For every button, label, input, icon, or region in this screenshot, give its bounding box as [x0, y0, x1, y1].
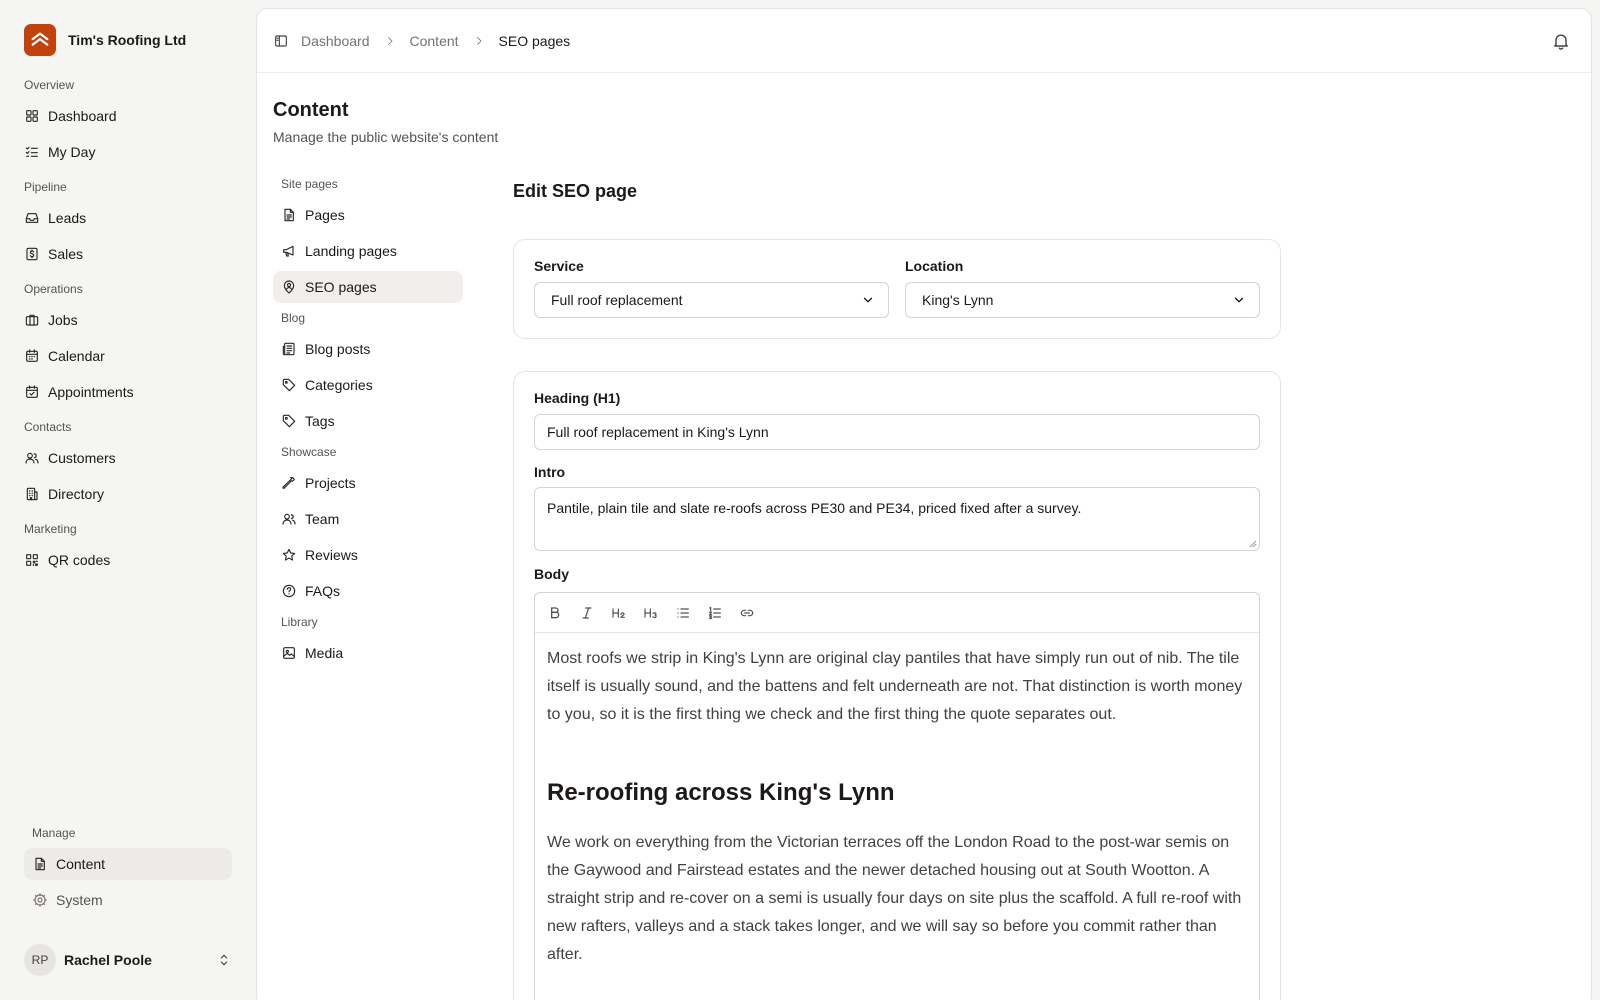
intro-text: Pantile, plain tile and slate re-roofs across PE30 and PE34, priced fixed after a survey.	[547, 500, 1082, 516]
heading-input[interactable]: Full roof replacement in King's Lynn	[534, 414, 1260, 450]
tag-icon	[281, 413, 297, 429]
subnav-item-label: FAQs	[305, 583, 341, 599]
subnav-item-blog-posts[interactable]	[273, 333, 463, 365]
sidebar-item-label: Calendar	[48, 348, 105, 364]
subnav-item-label: Media	[305, 645, 344, 661]
sidebar-item-system[interactable]	[24, 884, 232, 916]
chevron-down-icon	[860, 292, 876, 308]
nav-group-operations: Operations	[24, 282, 83, 296]
subnav-item-pages[interactable]	[273, 199, 463, 231]
subnav-item-faqs[interactable]	[273, 575, 463, 607]
sidebar-item-label: Appointments	[48, 384, 134, 400]
nav-group-overview: Overview	[24, 78, 75, 92]
body-editor	[534, 592, 1260, 1000]
chevron-down-icon	[1231, 292, 1247, 308]
body-label: Body	[534, 566, 569, 582]
subnav-item-landing-pages[interactable]	[273, 235, 463, 267]
subnav-item-categories[interactable]	[273, 369, 463, 401]
tag-icon	[281, 377, 297, 393]
nav-group-contacts: Contacts	[24, 420, 72, 434]
sidebar-item-label: Dashboard	[48, 108, 117, 124]
file-text-icon	[32, 856, 48, 872]
service-select[interactable]	[534, 282, 889, 318]
list-check-icon	[24, 144, 40, 160]
user-menu[interactable]	[24, 944, 232, 976]
wrench-icon	[281, 475, 297, 491]
inbox-icon	[24, 210, 40, 226]
intro-label: Intro	[534, 464, 566, 480]
italic-icon[interactable]	[579, 605, 595, 621]
sidebar-item-customers[interactable]	[24, 442, 232, 474]
service-label: Service	[534, 258, 584, 274]
file-icon	[281, 207, 297, 223]
sidebar-item-calendar[interactable]	[24, 340, 232, 372]
nav-group-pipeline: Pipeline	[24, 180, 67, 194]
sidebar	[0, 0, 256, 1000]
breadcrumb-current: SEO pages	[498, 32, 571, 49]
sidebar-toggle-icon[interactable]	[273, 33, 289, 49]
building-icon	[24, 486, 40, 502]
page-title: Content	[273, 99, 349, 121]
location-label: Location	[905, 258, 964, 274]
star-icon	[281, 547, 297, 563]
bold-icon[interactable]	[547, 605, 563, 621]
breadcrumb-dashboard[interactable]: Dashboard	[301, 32, 370, 49]
sidebar-item-leads[interactable]	[24, 202, 232, 234]
gear-icon	[32, 892, 48, 908]
subnav-item-reviews[interactable]	[273, 539, 463, 571]
users-icon	[281, 511, 297, 527]
subnav-item-label: Categories	[305, 377, 373, 393]
sidebar-item-dashboard[interactable]	[24, 100, 232, 132]
service-select-value: Full roof replacement	[551, 292, 683, 308]
nav-group-manage: Manage	[32, 826, 76, 840]
sidebar-item-sales[interactable]	[24, 238, 232, 270]
calendar-icon	[24, 348, 40, 364]
chevron-right-icon	[382, 33, 398, 49]
qr-icon	[24, 552, 40, 568]
sidebar-item-label: Jobs	[48, 312, 78, 328]
sidebar-item-label: My Day	[48, 144, 96, 160]
bell-icon[interactable]	[1551, 31, 1571, 51]
subnav-item-label: Landing pages	[305, 243, 397, 259]
body-paragraph: We work on everything from the Victorian terraces off the London Road to the post-war semis on the Gaywood and Fairstead estates and the newer detached housing out at South Wootton. A straight strip and re-cover on a semi is usually four days on site plus the scaffold. A full re-roof with new rafters, valleys and a stack takes longer, and we will say so before you commit rather than after.	[547, 834, 1242, 963]
body-heading: Re-roofing across King's Lynn	[547, 779, 895, 806]
editor-toolbar	[535, 593, 1259, 633]
nav-group-marketing: Marketing	[24, 522, 77, 536]
sidebar-item-label: Customers	[48, 450, 116, 466]
newspaper-icon	[281, 341, 297, 357]
sidebar-item-jobs[interactable]	[24, 304, 232, 336]
content-card	[513, 371, 1281, 1000]
main-nav	[24, 78, 232, 580]
sidebar-item-label: Content	[56, 856, 106, 872]
location-select-value: King's Lynn	[922, 292, 994, 308]
subnav-item-label: Team	[305, 511, 340, 527]
subnav-group-blog: Blog	[281, 311, 306, 325]
grid-icon	[24, 108, 40, 124]
subnav-item-label: Pages	[305, 207, 345, 223]
subnav-item-label: Reviews	[305, 547, 358, 563]
target-card	[513, 239, 1281, 339]
dollar-icon	[24, 246, 40, 262]
megaphone-icon	[281, 243, 297, 259]
subnav-item-projects[interactable]	[273, 467, 463, 499]
calendar-check-icon	[24, 384, 40, 400]
sidebar-item-directory[interactable]	[24, 478, 232, 510]
breadcrumb	[301, 33, 570, 49]
heading-3-icon[interactable]	[643, 605, 659, 621]
chevrons-up-down-icon	[216, 952, 232, 968]
bullet-list-icon[interactable]	[675, 605, 691, 621]
sidebar-item-qr-codes[interactable]	[24, 544, 232, 576]
sidebar-item-my-day[interactable]	[24, 136, 232, 168]
content-subnav	[273, 177, 463, 673]
subnav-item-tags[interactable]	[273, 405, 463, 437]
sidebar-item-label: QR codes	[48, 552, 111, 568]
numbered-list-icon[interactable]	[707, 605, 723, 621]
brand[interactable]	[24, 24, 186, 56]
editor-title: Edit SEO page	[513, 181, 638, 201]
location-select[interactable]	[905, 282, 1260, 318]
resize-handle-icon[interactable]	[1249, 540, 1257, 548]
subnav-item-label: Projects	[305, 475, 356, 491]
avatar: RP	[24, 944, 56, 976]
subnav-item-media[interactable]	[273, 637, 463, 669]
subnav-item-label: Blog posts	[305, 341, 371, 357]
users-icon	[24, 450, 40, 466]
help-circle-icon	[281, 583, 297, 599]
intro-textarea[interactable]	[534, 487, 1260, 551]
sidebar-item-content[interactable]	[24, 848, 232, 880]
sidebar-item-label: Sales	[48, 246, 84, 262]
body-paragraph: Most roofs we strip in King's Lynn are original clay pantiles that have simply run out of nib. The tile itself is usually sound, and the battens and felt underneath are not. That distinction is worth money to you, so it is the first thing we check and the first thing the quote separates out.	[547, 650, 1243, 723]
subnav-group-site-pages: Site pages	[281, 177, 338, 191]
image-icon	[281, 645, 297, 661]
sidebar-item-label: Leads	[48, 210, 87, 226]
briefcase-icon	[24, 312, 40, 328]
topbar	[257, 9, 1591, 73]
user-name: Rachel Poole	[64, 952, 152, 968]
roof-logo-icon	[24, 24, 56, 56]
subnav-group-library: Library	[281, 615, 318, 629]
sidebar-item-appointments[interactable]	[24, 376, 232, 408]
subnav-item-team[interactable]	[273, 503, 463, 535]
link-icon[interactable]	[739, 605, 755, 621]
map-pin-user-icon	[281, 279, 297, 295]
subnav-group-showcase: Showcase	[281, 445, 337, 459]
subnav-item-label: SEO pages	[305, 279, 377, 295]
manage-nav	[24, 826, 232, 920]
chevron-right-icon	[471, 33, 487, 49]
page-subtitle: Manage the public website's content	[273, 129, 499, 145]
subnav-item-seo-pages[interactable]	[273, 271, 463, 303]
main-panel	[256, 8, 1592, 1000]
heading-label: Heading (H1)	[534, 390, 621, 406]
editor-content[interactable]	[535, 633, 1259, 969]
sidebar-item-label: System	[56, 892, 103, 908]
subnav-item-label: Tags	[305, 413, 335, 429]
breadcrumb-content[interactable]: Content	[409, 32, 459, 49]
brand-name: Tim's Roofing Ltd	[68, 32, 187, 48]
heading-2-icon[interactable]	[611, 605, 627, 621]
sidebar-item-label: Directory	[48, 486, 105, 502]
